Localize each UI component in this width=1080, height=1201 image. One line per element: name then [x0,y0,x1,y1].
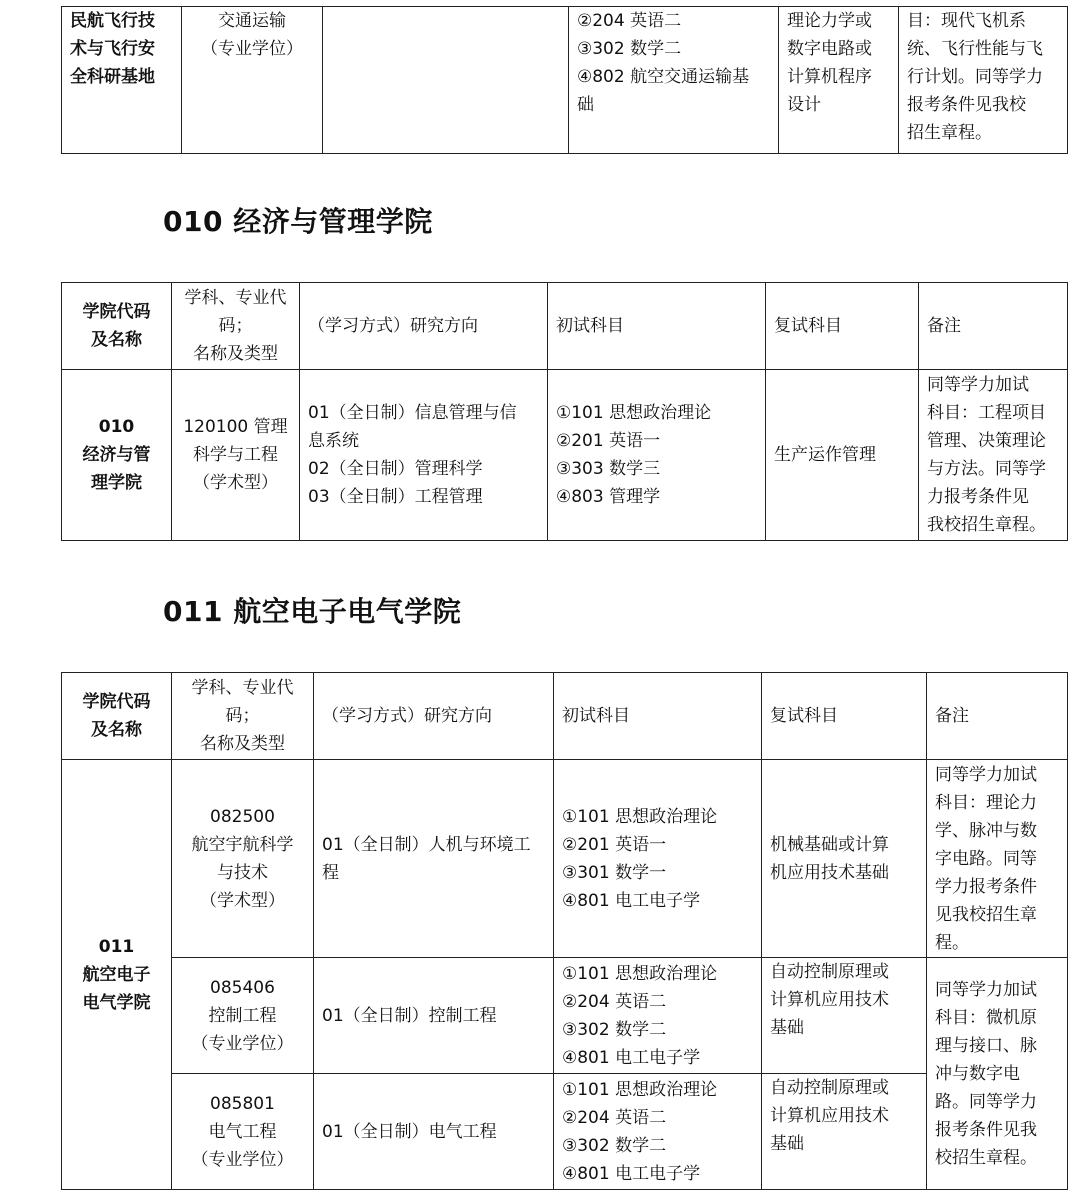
college-name-cell: 011 航空电子 电气学院 [62,760,172,1190]
table-header-row [62,673,1068,760]
section-title-010: 010 经济与管理学院 [163,205,433,238]
shared-remarks-cell: 同等学力加试 科目：微机原 理与接口、脉 冲与数字电 路。同等学力 报考条件见我 校招生章程。 [927,958,1068,1190]
header-remarks: 备注 [919,283,1068,370]
retest-subjects-cell: 机械基础或计算 机应用技术基础 [762,760,927,958]
remarks-cell: 同等学力加试 科目：理论力 学、脉冲与数 字电路。同等 学力报考条件 见我校招生章 程。 [927,760,1068,958]
table-row [62,370,1068,541]
college-name-cell: 010 经济与管 理学院 [62,370,172,541]
direction-cell: 01（全日制）电气工程 [314,1074,554,1190]
table-row [62,958,1068,1074]
exam-subjects-cell: ①101 思想政治理论 ②204 英语二 ③302 数学二 ④801 电工电子学 [554,1074,762,1190]
table-header-row [62,283,1068,370]
table-row [62,7,1068,154]
header-college: 学院代码 及名称 [62,673,172,760]
retest-subjects-cell: 自动控制原理或 计算机应用技术 基础 [762,1074,927,1190]
header-exam: 初试科目 [554,673,762,760]
header-major: 学科、专业代 码； 名称及类型 [172,673,314,760]
major-cell: 085801 电气工程 （专业学位） [172,1074,314,1190]
section-title-011: 011 航空电子电气学院 [163,595,462,628]
exam-subjects-cell: ②204 英语二 ③302 数学二 ④802 航空交通运输基 础 [569,7,779,154]
major-cell: 082500 航空宇航科学 与技术 （学术型） [172,760,314,958]
header-remarks: 备注 [927,673,1068,760]
header-college: 学院代码 及名称 [62,283,172,370]
table-continuation [61,6,1068,154]
retest-subjects-cell: 生产运作管理 [766,370,919,541]
retest-subjects-cell: 自动控制原理或 计算机应用技术 基础 [762,958,927,1074]
major-cell: 085406 控制工程 （专业学位） [172,958,314,1074]
exam-subjects-cell: ①101 思想政治理论 ②204 英语二 ③302 数学二 ④801 电工电子学 [554,958,762,1074]
direction-cell [323,7,569,154]
exam-subjects-cell: ①101 思想政治理论 ②201 英语一 ③301 数学一 ④801 电工电子学 [554,760,762,958]
header-direction: （学习方式）研究方向 [314,673,554,760]
direction-cell: 01（全日制）信息管理与信 息系统 02（全日制）管理科学 03（全日制）工程管理 [300,370,548,541]
major-cell: 交通运输 （专业学位） [182,7,323,154]
exam-subjects-cell: ①101 思想政治理论 ②201 英语一 ③303 数学三 ④803 管理学 [548,370,766,541]
direction-cell: 01（全日制）控制工程 [314,958,554,1074]
remarks-cell: 同等学力加试 科目：工程项目 管理、决策理论 与方法。同等学 力报考条件见 我校招生章程。 [919,370,1068,541]
college-name-cell: 民航飞行技 术与飞行安 全科研基地 [62,7,182,154]
table-010 [61,282,1068,541]
retest-subjects-cell: 理论力学或 数字电路或 计算机程序 设计 [779,7,899,154]
header-retest: 复试科目 [762,673,927,760]
header-major: 学科、专业代 码； 名称及类型 [172,283,300,370]
header-retest: 复试科目 [766,283,919,370]
direction-cell: 01（全日制）人机与环境工 程 [314,760,554,958]
table-row [62,760,1068,958]
header-direction: （学习方式）研究方向 [300,283,548,370]
major-cell: 120100 管理 科学与工程 （学术型） [172,370,300,541]
remarks-cell: 目：现代飞机系 统、飞行性能与飞 行计划。同等学力 报考条件见我校 招生章程。 [899,7,1068,154]
table-row [62,1074,1068,1190]
header-exam: 初试科目 [548,283,766,370]
table-011 [61,672,1068,1190]
